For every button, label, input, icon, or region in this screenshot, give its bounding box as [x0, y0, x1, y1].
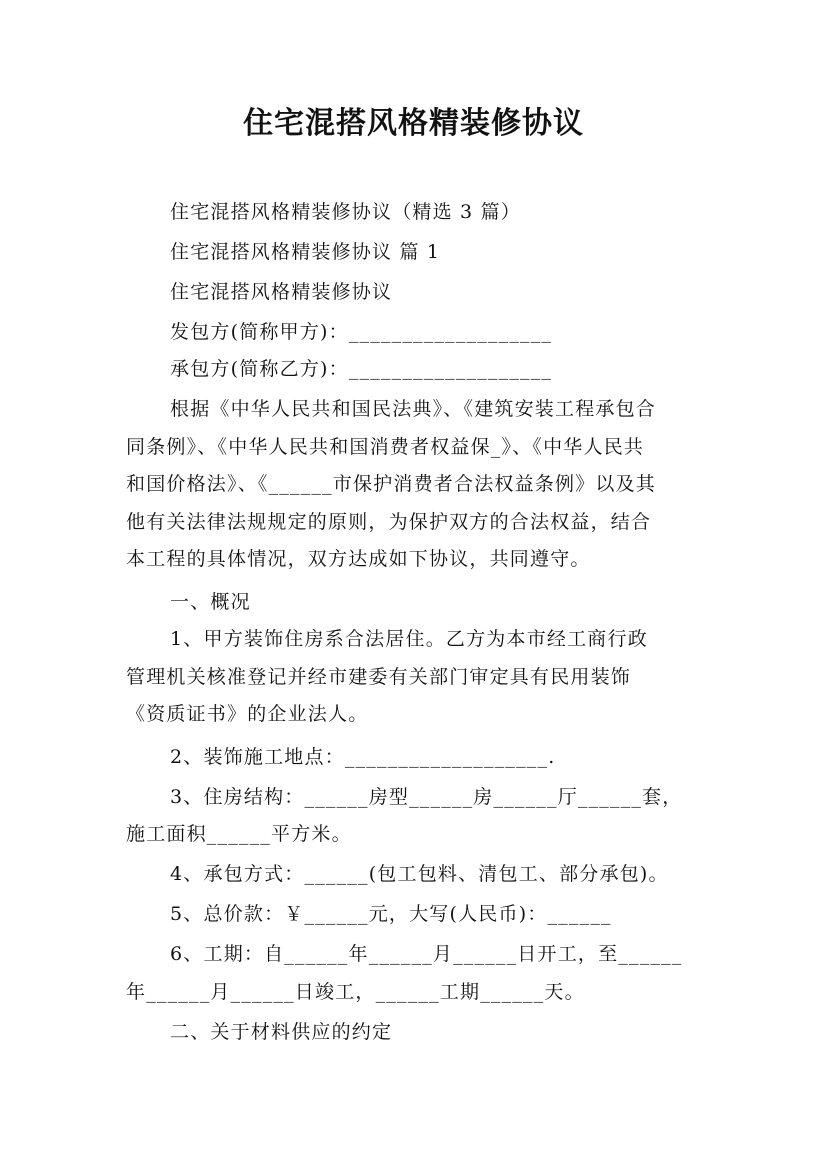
- preamble-line: 他有关法律法规规定的原则，为保护双方的合法权益，结合: [126, 511, 652, 533]
- document-title: 住宅混搭风格精装修协议: [243, 106, 584, 141]
- clause-line: 1、甲方装饰住房系合法居住。乙方为本市经工商行政: [170, 628, 648, 650]
- subtitle-line: 住宅混搭风格精装修协议（精选 3 篇）: [170, 201, 521, 223]
- preamble-line: 根据《中华人民共和国民法典》、《建筑安装工程承包合: [170, 398, 657, 420]
- party-b-field: 承包方(简称乙方)：___________________: [170, 358, 553, 380]
- preamble-line: 本工程的具体情况，双方达成如下协议，共同遵守。: [126, 548, 591, 570]
- agreement-heading: 住宅混搭风格精装修协议: [170, 281, 393, 303]
- clause-line: 管理机关核准登记并经市建委有关部门审定具有民用装饰: [126, 666, 632, 688]
- chapter-heading: 住宅混搭风格精装修协议 篇 1: [170, 241, 441, 263]
- party-a-field: 发包方(简称甲方)：___________________: [170, 321, 553, 343]
- clause-line: 2、装饰施工地点：___________________.: [170, 746, 556, 768]
- section-heading-materials: 二、关于材料供应的约定: [170, 1021, 393, 1043]
- clause-line: 6、工期：自______年______月______日开工，至______: [170, 943, 683, 965]
- clause-line: 《资质证书》的企业法人。: [126, 703, 369, 725]
- preamble-line: 和国价格法》、《______市保护消费者合法权益条例》以及其: [126, 473, 657, 495]
- clause-line: 5、总价款：￥______元，大写(人民币)：______: [170, 903, 612, 925]
- clause-line: 3、住房结构：______房型______房______厅______套，: [170, 786, 683, 808]
- clause-line: 年______月______日竣工，______工期______天。: [126, 981, 585, 1003]
- clause-line: 4、承包方式：______(包工包料、清包工、部分承包)。: [170, 863, 669, 885]
- section-heading-overview: 一、概况: [170, 591, 251, 613]
- preamble-line: 同条例》、《中华人民共和国消费者权益保_》、《中华人民共: [126, 436, 645, 458]
- clause-line: 施工面积______平方米。: [126, 823, 352, 845]
